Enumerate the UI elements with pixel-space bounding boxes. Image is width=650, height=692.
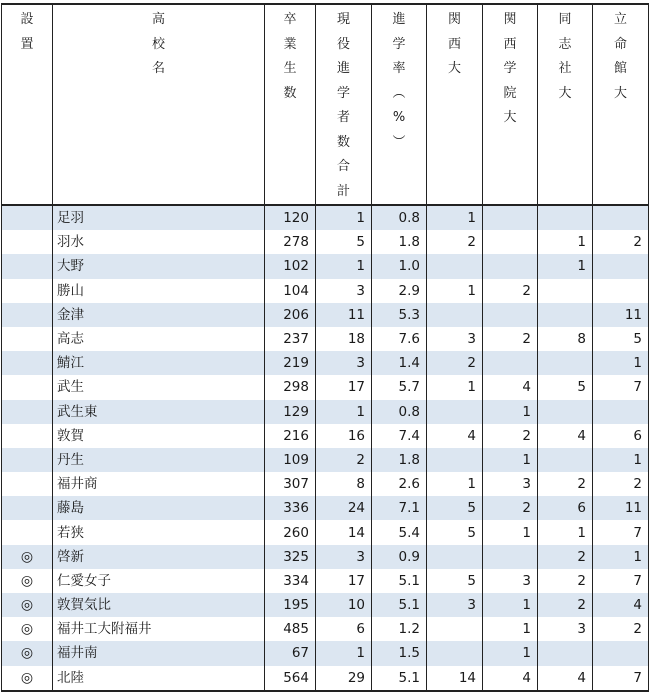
doshisha-cell: [538, 448, 593, 472]
school-name-cell: 足羽: [53, 205, 265, 230]
school-name-cell: 武生東: [53, 400, 265, 424]
graduates-cell: 260: [265, 520, 316, 544]
graduates-cell: 219: [265, 351, 316, 375]
total-cell: 1: [316, 205, 372, 230]
private-school-mark: [2, 254, 53, 278]
header-char: 進: [336, 61, 350, 76]
graduates-cell: 278: [265, 230, 316, 254]
rate-cell: 5.1: [372, 569, 427, 593]
header-char: 志: [558, 36, 572, 52]
header-char: 大: [558, 85, 572, 101]
graduates-cell: 237: [265, 327, 316, 351]
doshisha-cell: [538, 641, 593, 665]
rate-cell: 0.8: [372, 205, 427, 230]
ritsumeikan-cell: [593, 205, 649, 230]
ritsumeikan-cell: 2: [593, 230, 649, 254]
header-char: ︵: [392, 85, 406, 101]
rate-cell: 5.7: [372, 375, 427, 399]
ritsumeikan-cell: 7: [593, 569, 649, 593]
table-row: [2, 351, 649, 375]
rate-cell: 2.6: [372, 472, 427, 496]
graduates-cell: 120: [265, 205, 316, 230]
header-char: 数: [283, 85, 297, 101]
private-school-mark: [2, 448, 53, 472]
ritsumeikan-cell: 6: [593, 424, 649, 448]
table-row: [2, 472, 649, 496]
school-name-cell: 藤島: [53, 496, 265, 520]
table-row: [2, 205, 649, 230]
private-school-mark: [2, 205, 53, 230]
kwansei-cell: 2: [483, 327, 538, 351]
university-admissions-table: [1, 3, 649, 692]
table-row: [2, 303, 649, 327]
doshisha-cell: 2: [538, 545, 593, 569]
graduates-cell: 485: [265, 617, 316, 641]
doshisha-cell: 2: [538, 569, 593, 593]
header-char: 学: [336, 85, 350, 101]
doshisha-cell: [538, 400, 593, 424]
rate-cell: 1.5: [372, 641, 427, 665]
kansai-cell: [427, 254, 483, 278]
total-cell: 14: [316, 520, 372, 544]
doshisha-cell: 1: [538, 254, 593, 278]
doshisha-cell: 4: [538, 666, 593, 691]
graduates-cell: 206: [265, 303, 316, 327]
table-row: [2, 279, 649, 303]
total-cell: 16: [316, 424, 372, 448]
private-school-mark: [2, 375, 53, 399]
total-cell: 17: [316, 569, 372, 593]
kansai-cell: 2: [427, 351, 483, 375]
header-char: 学: [503, 61, 517, 76]
kansai-cell: [427, 641, 483, 665]
ritsumeikan-cell: [593, 279, 649, 303]
table-body: [2, 205, 649, 691]
header-char: 率: [392, 61, 406, 76]
rate-cell: 1.8: [372, 230, 427, 254]
school-name-cell: 福井商: [53, 472, 265, 496]
rate-cell: 7.1: [372, 496, 427, 520]
rate-cell: 0.9: [372, 545, 427, 569]
table-row: [2, 641, 649, 665]
column-header-label: [538, 5, 592, 106]
header-char: %: [392, 110, 406, 125]
rate-cell: 0.8: [372, 400, 427, 424]
private-school-mark: [2, 303, 53, 327]
column-header-total: [316, 4, 372, 205]
rate-cell: 7.6: [372, 327, 427, 351]
header-char: ︶: [392, 134, 406, 150]
rate-cell: 1.4: [372, 351, 427, 375]
kansai-cell: [427, 448, 483, 472]
private-school-mark: [2, 279, 53, 303]
column-header-label: [427, 5, 482, 82]
header-char: 校: [151, 36, 165, 52]
header-char: 大: [613, 85, 627, 101]
school-name-cell: 北陸: [53, 666, 265, 691]
kansai-cell: 2: [427, 230, 483, 254]
kwansei-cell: 1: [483, 400, 538, 424]
graduates-cell: 334: [265, 569, 316, 593]
school-name-cell: 敦賀気比: [53, 593, 265, 617]
ritsumeikan-cell: [593, 641, 649, 665]
private-school-mark: ◎: [2, 617, 53, 641]
total-cell: 2: [316, 448, 372, 472]
header-char: 社: [558, 61, 572, 76]
kansai-cell: 1: [427, 375, 483, 399]
kwansei-cell: [483, 351, 538, 375]
column-header-graduates: [265, 4, 316, 205]
rate-cell: 1.0: [372, 254, 427, 278]
header-char: 進: [392, 12, 406, 27]
doshisha-cell: [538, 279, 593, 303]
graduates-cell: 325: [265, 545, 316, 569]
kansai-cell: 1: [427, 472, 483, 496]
school-name-cell: 若狭: [53, 520, 265, 544]
header-char: 数: [336, 134, 350, 150]
header-char: 館: [613, 61, 627, 76]
doshisha-cell: [538, 205, 593, 230]
private-school-mark: [2, 400, 53, 424]
school-name-cell: 武生: [53, 375, 265, 399]
column-header-label: [372, 5, 426, 155]
school-name-cell: 福井工大附福井: [53, 617, 265, 641]
header-char: 者: [336, 110, 350, 125]
rate-cell: 5.1: [372, 666, 427, 691]
doshisha-cell: [538, 303, 593, 327]
table-row: [2, 666, 649, 691]
school-name-cell: 金津: [53, 303, 265, 327]
column-header-school: [53, 4, 265, 205]
kwansei-cell: 1: [483, 641, 538, 665]
table-row: [2, 569, 649, 593]
header-char: 役: [336, 36, 350, 52]
header-char: 計: [336, 183, 350, 199]
doshisha-cell: 1: [538, 230, 593, 254]
doshisha-cell: 2: [538, 593, 593, 617]
graduates-cell: 67: [265, 641, 316, 665]
column-header-doshisha: [538, 4, 593, 205]
private-school-mark: ◎: [2, 545, 53, 569]
kansai-cell: 5: [427, 520, 483, 544]
ritsumeikan-cell: [593, 254, 649, 278]
kansai-cell: 4: [427, 424, 483, 448]
total-cell: 1: [316, 641, 372, 665]
table-row: [2, 520, 649, 544]
graduates-cell: 298: [265, 375, 316, 399]
header-char: 名: [151, 61, 165, 76]
rate-cell: 7.4: [372, 424, 427, 448]
ritsumeikan-cell: 4: [593, 593, 649, 617]
column-header-kwansei: [483, 4, 538, 205]
header-char: 西: [503, 36, 517, 52]
private-school-mark: [2, 424, 53, 448]
rate-cell: 2.9: [372, 279, 427, 303]
header-row: [2, 4, 649, 205]
kansai-cell: 3: [427, 327, 483, 351]
column-header-label: [316, 5, 371, 204]
rate-cell: 5.4: [372, 520, 427, 544]
ritsumeikan-cell: 1: [593, 351, 649, 375]
rate-cell: 1.2: [372, 617, 427, 641]
ritsumeikan-cell: 5: [593, 327, 649, 351]
header-char: 大: [503, 110, 517, 125]
total-cell: 24: [316, 496, 372, 520]
header-char: 現: [336, 12, 350, 27]
total-cell: 5: [316, 230, 372, 254]
rate-cell: 1.8: [372, 448, 427, 472]
ritsumeikan-cell: 7: [593, 666, 649, 691]
doshisha-cell: [538, 351, 593, 375]
table-row: [2, 617, 649, 641]
total-cell: 17: [316, 375, 372, 399]
private-school-mark: ◎: [2, 593, 53, 617]
table-row: [2, 496, 649, 520]
kwansei-cell: 2: [483, 424, 538, 448]
column-header-label: [2, 5, 52, 57]
kansai-cell: [427, 617, 483, 641]
graduates-cell: 216: [265, 424, 316, 448]
table-row: [2, 424, 649, 448]
table-row: [2, 400, 649, 424]
header-char: 置: [20, 36, 34, 52]
column-header-label: [593, 5, 648, 106]
kansai-cell: [427, 545, 483, 569]
rate-cell: 5.3: [372, 303, 427, 327]
school-name-cell: 丹生: [53, 448, 265, 472]
doshisha-cell: 4: [538, 424, 593, 448]
kansai-cell: 14: [427, 666, 483, 691]
table-row: [2, 593, 649, 617]
kansai-cell: [427, 303, 483, 327]
header-char: 命: [613, 36, 627, 52]
kwansei-cell: 3: [483, 569, 538, 593]
total-cell: 8: [316, 472, 372, 496]
private-school-mark: ◎: [2, 666, 53, 691]
column-header-setchi: [2, 4, 53, 205]
header-char: 立: [613, 12, 627, 27]
kwansei-cell: 4: [483, 666, 538, 691]
header-char: 高: [151, 12, 165, 27]
kwansei-cell: 1: [483, 617, 538, 641]
doshisha-cell: 1: [538, 520, 593, 544]
kwansei-cell: [483, 545, 538, 569]
total-cell: 18: [316, 327, 372, 351]
school-name-cell: 啓新: [53, 545, 265, 569]
column-header-rate: [372, 4, 427, 205]
total-cell: 3: [316, 545, 372, 569]
ritsumeikan-cell: 7: [593, 375, 649, 399]
graduates-cell: 129: [265, 400, 316, 424]
ritsumeikan-cell: 7: [593, 520, 649, 544]
kansai-cell: 3: [427, 593, 483, 617]
private-school-mark: [2, 327, 53, 351]
table-row: [2, 327, 649, 351]
school-name-cell: 福井南: [53, 641, 265, 665]
total-cell: 1: [316, 400, 372, 424]
graduates-cell: 102: [265, 254, 316, 278]
kwansei-cell: 3: [483, 472, 538, 496]
doshisha-cell: 6: [538, 496, 593, 520]
private-school-mark: ◎: [2, 641, 53, 665]
ritsumeikan-cell: 1: [593, 545, 649, 569]
ritsumeikan-cell: 11: [593, 496, 649, 520]
header-char: 卒: [283, 12, 297, 27]
column-header-label: [265, 5, 315, 106]
column-header-label: [53, 5, 264, 82]
header-char: 合: [336, 159, 350, 174]
ritsumeikan-cell: 11: [593, 303, 649, 327]
doshisha-cell: 5: [538, 375, 593, 399]
private-school-mark: [2, 520, 53, 544]
doshisha-cell: 3: [538, 617, 593, 641]
total-cell: 6: [316, 617, 372, 641]
kansai-cell: 5: [427, 496, 483, 520]
graduates-cell: 307: [265, 472, 316, 496]
kansai-cell: 1: [427, 279, 483, 303]
table-row: [2, 254, 649, 278]
kwansei-cell: 1: [483, 593, 538, 617]
private-school-mark: [2, 496, 53, 520]
school-name-cell: 高志: [53, 327, 265, 351]
total-cell: 29: [316, 666, 372, 691]
rate-cell: 5.1: [372, 593, 427, 617]
column-header-kansai: [427, 4, 483, 205]
total-cell: 3: [316, 351, 372, 375]
ritsumeikan-cell: 2: [593, 472, 649, 496]
header-char: 関: [447, 12, 461, 27]
column-header-ritsumeikan: [593, 4, 649, 205]
school-name-cell: 鯖江: [53, 351, 265, 375]
kwansei-cell: [483, 205, 538, 230]
kwansei-cell: 2: [483, 496, 538, 520]
kwansei-cell: 2: [483, 279, 538, 303]
header-char: 学: [392, 36, 406, 52]
ritsumeikan-cell: 1: [593, 448, 649, 472]
kansai-cell: 1: [427, 205, 483, 230]
total-cell: 3: [316, 279, 372, 303]
doshisha-cell: 8: [538, 327, 593, 351]
kwansei-cell: [483, 254, 538, 278]
header-char: 院: [503, 85, 517, 101]
private-school-mark: [2, 230, 53, 254]
ritsumeikan-cell: [593, 400, 649, 424]
column-header-label: [483, 5, 537, 131]
header-char: 設: [20, 12, 34, 27]
school-name-cell: 羽水: [53, 230, 265, 254]
table-row: [2, 545, 649, 569]
total-cell: 11: [316, 303, 372, 327]
total-cell: 10: [316, 593, 372, 617]
graduates-cell: 104: [265, 279, 316, 303]
total-cell: 1: [316, 254, 372, 278]
graduates-cell: 336: [265, 496, 316, 520]
doshisha-cell: 2: [538, 472, 593, 496]
ritsumeikan-cell: 2: [593, 617, 649, 641]
header-char: 業: [283, 36, 297, 52]
table-row: [2, 230, 649, 254]
private-school-mark: ◎: [2, 569, 53, 593]
kwansei-cell: 4: [483, 375, 538, 399]
header-char: 関: [503, 12, 517, 27]
kwansei-cell: [483, 303, 538, 327]
kansai-cell: [427, 400, 483, 424]
table-row: [2, 448, 649, 472]
private-school-mark: [2, 472, 53, 496]
graduates-cell: 195: [265, 593, 316, 617]
school-name-cell: 大野: [53, 254, 265, 278]
kansai-cell: 5: [427, 569, 483, 593]
header-char: 同: [558, 12, 572, 27]
kwansei-cell: 1: [483, 520, 538, 544]
header-char: 西: [447, 36, 461, 52]
graduates-cell: 109: [265, 448, 316, 472]
header-char: 生: [283, 61, 297, 76]
school-name-cell: 敦賀: [53, 424, 265, 448]
kwansei-cell: [483, 230, 538, 254]
table-row: [2, 375, 649, 399]
school-name-cell: 仁愛女子: [53, 569, 265, 593]
kwansei-cell: 1: [483, 448, 538, 472]
private-school-mark: [2, 351, 53, 375]
graduates-cell: 564: [265, 666, 316, 691]
header-char: 大: [447, 61, 461, 76]
school-name-cell: 勝山: [53, 279, 265, 303]
